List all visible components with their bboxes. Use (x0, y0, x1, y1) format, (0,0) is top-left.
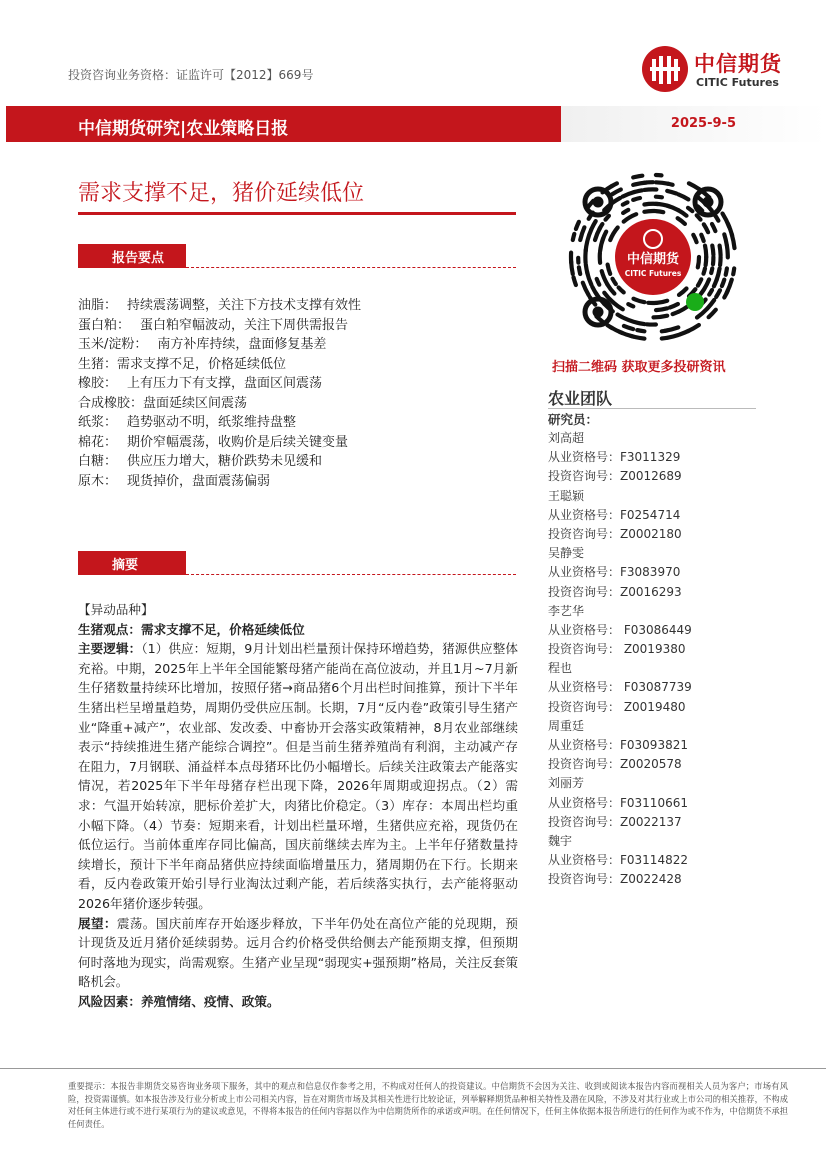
qr-mark (623, 210, 628, 213)
team-line: 投资咨询号： Z0019380 (548, 642, 686, 657)
qr-mark (693, 235, 696, 242)
team-line: 从业资格号： F03087739 (548, 680, 692, 695)
qr-mark (720, 246, 721, 256)
qr-mark (705, 246, 706, 258)
point-text: 趋势驱动不明，纸浆维持盘整 (127, 415, 297, 430)
qr-mark (656, 308, 667, 310)
qr-mark (707, 300, 714, 308)
point-label: 原木： (78, 473, 118, 489)
qr-mark (603, 232, 607, 240)
point-label: 玉米/淀粉： (78, 337, 148, 352)
report-headline: 需求支撑不足，猪价延续低位 (78, 181, 365, 206)
qr-mark (678, 194, 688, 199)
qr-mark (704, 279, 709, 289)
team-line: 从业资格号：F03093821 (548, 738, 688, 752)
qr-caption: 扫描二维码 获取更多投研资讯 (552, 360, 726, 375)
qr-mark (597, 279, 600, 285)
qr-mark (583, 283, 589, 296)
view-label: 生猪观点： (78, 621, 141, 637)
qr-mark (654, 316, 668, 318)
point-logs (78, 472, 518, 492)
point-label: 蛋白粕： (78, 317, 131, 333)
qr-mark (726, 268, 727, 274)
mini-program-icon (686, 293, 704, 311)
qr-mark (679, 289, 687, 295)
key-points-list (78, 296, 518, 491)
qr-mark (613, 279, 616, 284)
banner-title: 中信期货研究|农业策略日报 (78, 119, 289, 139)
point-pulp (78, 413, 518, 433)
report-date: 2025-9-5 (670, 116, 736, 131)
qr-finder-dot (703, 197, 714, 208)
qr-mark (623, 202, 628, 204)
qr-mark (667, 184, 672, 185)
team-line: 从业资格号：F03110661 (548, 795, 688, 810)
team-list (548, 429, 768, 890)
qr-mark (668, 335, 679, 338)
point-label: 合成橡胶： (78, 395, 144, 411)
qr-mark (579, 267, 580, 274)
point-synthetic-rubber (78, 394, 518, 414)
qr-mark (633, 176, 642, 178)
summary-category: 【异动品种】 (78, 602, 154, 617)
disclaimer-text: 重要提示：本报告非期货交易咨询业务项下服务，其中的观点和信息仅作参考之用，不构成对任何人的投资建议。中信期货不会因为关注、收到或阅读本报告内容而视相关人员为客户；市场有风险，投资需谨慎。如本报告涉及行业分析或上市公司相关内容，旨在对期货市场及其相关性进行比较论证，列举解释期货品种相关特性及潜在风险，不涉及对其行业或上市公司的相关推荐，不构成对任何主体进行或不进行某项行为的建议或意见，不得将本报告的任何内容据以作为中信期货所作的承诺或声明。在任何情况下，任何主体依据本报告所进行的任何作为或不作为，中信期货不承担任何责任。 (68, 1081, 788, 1129)
qr-mark (606, 216, 609, 220)
qr-mark (698, 257, 699, 267)
team-line: 投资咨询号：Z0016293 (548, 584, 682, 599)
team-line: 从业资格号：F3083970 (548, 565, 681, 580)
qr-mark (712, 246, 713, 255)
logic-text: （1）供应：短期，9月计划出栏量预计保持环增趋势，猪源供应整体充裕。中期，2025年上半年全国能繁母猪产能尚在高位波动，并且1月~7月新生仔猪数量持续环比增加，按照仔猪→商品猪6个月出栏时间推算，预计下半年生猪出栏呈增量趋势，周期仍受供应压制。长期，7月“反内卷”政策引导生猪产业“降重+减产”，农业部、发改委、中畜协开会落实政策精神，8月农业部继续表示“持续推进生猪产能综合调控”。但是当前生猪养殖尚有利润，主动减产存在阻力，7月钢联、涌益样本点母猪环比仍小幅增长。后续关注政策去产能落实情况，若2025年下半年母猪存栏出现下降，2026年周期或迎拐点。（2）需求：气温开始转凉，肥标价差扩大，肉猪比价稳定。（3）库存：本周出栏均重小幅下降。（4）节奏：短期来看，计划出栏量环增，生猪供应充裕，现货仍在低位运行。当前体重库存同比偏高，国庆前继续去库为主。上半年仔猪数量持续增长，预计下半年商品猪供应持续面临增量压力，猪周期仍在下行。长期来看，反内卷政策开始引导行业淘汰过剩产能，若后续落实执行，去产能将驱动2026年猪价逐步转强。 (78, 641, 518, 911)
team-line: 从业资格号： F03086449 (548, 622, 692, 637)
point-label: 纸浆： (78, 415, 118, 430)
qr-mark (644, 211, 654, 212)
qr-mark (667, 191, 676, 194)
qr-mark (573, 234, 575, 240)
point-sugar (78, 452, 518, 472)
summary-tab (78, 551, 186, 575)
qr-mark (602, 271, 608, 284)
qr-mark (633, 198, 640, 200)
qr-mark (709, 310, 716, 318)
qr-mark (644, 182, 653, 183)
team-line: 投资咨询号：Z0002180 (548, 526, 682, 541)
risk-label: 风险因素： (78, 993, 141, 1009)
key-points-header (78, 244, 516, 268)
qr-mark (586, 265, 588, 275)
qr-mark (716, 290, 720, 297)
summary-logic (78, 639, 518, 913)
team-line: 投资咨询号：Z0022428 (548, 872, 682, 887)
qr-mark (592, 287, 597, 295)
footer-rule (0, 1068, 826, 1069)
outlook-label: 展望： (78, 915, 117, 931)
point-label: 白糖： (78, 454, 118, 469)
qr-mark (618, 315, 623, 318)
qr-mark (644, 189, 656, 190)
qr-mark (633, 190, 642, 192)
team-line: 投资咨询号：Z0022137 (548, 814, 682, 829)
key-points-heading: 报告要点 (112, 251, 165, 266)
qr-finder-dot (593, 307, 604, 318)
qr-mark (697, 215, 701, 219)
summary-view (78, 620, 518, 640)
qr-mark (607, 325, 612, 328)
qr-mark (599, 224, 602, 229)
risk-text: 养殖情绪、疫情、政策。 (140, 993, 280, 1009)
qr-mark (714, 280, 717, 287)
team-line: 从业资格号：F03114822 (548, 853, 688, 868)
qr-mark (613, 198, 620, 203)
qr-mark (656, 211, 663, 212)
point-text: 南方补库持续，盘面修复基差 (157, 337, 327, 352)
qr-mark (698, 279, 701, 285)
summary-heading: 摘要 (112, 558, 139, 573)
qr-mark (722, 280, 724, 287)
team-line: 从业资格号：F3011329 (548, 450, 681, 465)
qr-mark (679, 306, 688, 311)
qr-mark (591, 221, 595, 229)
qr-mark (680, 331, 689, 335)
team-line: 李艺华 (548, 603, 585, 618)
logo-cn-text: 中信期货 (694, 52, 782, 76)
license-text: 投资咨询业务资格：证监许可【2012】669号 (68, 68, 314, 82)
team-line: 王聪颖 (548, 488, 585, 503)
qr-mark (720, 257, 721, 265)
report-banner (6, 106, 826, 142)
qr-mark (673, 312, 679, 314)
key-points-tab (78, 244, 186, 268)
team-line: 魏宇 (548, 833, 573, 848)
point-label: 棉花： (78, 434, 118, 450)
qr-mark (608, 265, 611, 274)
point-corn (78, 335, 518, 355)
qr-code[interactable] (564, 168, 742, 346)
qr-mark (637, 330, 644, 331)
outlook-text: 震荡。国庆前库存开始逐步释放，下半年仍处在高位产能的兑现期，预计现货及近月猪价延续弱势。远月合约价格受供给侧去产能预期支撑，但预期何时落地为现实，尚需观察。生猪产业呈现“弱现实+强预期”格局，关注反套策略机会。 (78, 915, 519, 990)
section-divider (186, 267, 516, 268)
qr-mark (678, 210, 687, 216)
qr-mark (580, 227, 584, 240)
summary-body (78, 600, 518, 1011)
qr-center-cn: 中信期货 (626, 252, 680, 267)
citic-logo-icon (640, 44, 690, 94)
point-label: 油脂： (78, 298, 118, 313)
qr-mark (701, 290, 704, 295)
team-line: 周重廷 (548, 718, 585, 733)
qr-mark (724, 290, 728, 297)
point-cotton (78, 433, 518, 453)
team-line: 从业资格号：F0254714 (548, 507, 681, 522)
qr-mark (656, 197, 662, 198)
qr-mark (624, 318, 633, 322)
team-subtitle: 研究员： (548, 412, 599, 427)
qr-mark (704, 224, 708, 232)
point-text: 上有压力下有支撑，盘面区间震荡 (127, 376, 323, 391)
qr-finder-dot (593, 197, 604, 208)
qr-mark (701, 235, 703, 241)
qr-mark (662, 338, 667, 339)
point-text: 需求支撑不足，价格延续低位 (117, 356, 287, 372)
team-line: 刘丽芳 (548, 776, 585, 791)
qr-mark (678, 218, 685, 224)
summary-outlook (78, 914, 518, 992)
headline-rule (78, 212, 516, 215)
point-text: 蛋白粕窄幅波动，关注下周供需报告 (140, 317, 349, 333)
team-line: 投资咨询号： Z0019480 (548, 699, 686, 714)
point-oils (78, 296, 518, 316)
qr-mark (712, 224, 715, 231)
qr-mark (733, 268, 734, 274)
qr-mark (628, 304, 633, 306)
view-text: 需求支撑不足，价格延续低位 (140, 621, 305, 637)
point-rubber (78, 374, 518, 394)
point-meal (78, 316, 518, 336)
qr-mark (727, 246, 728, 258)
logic-label: 主要逻辑： (78, 641, 142, 657)
team-line: 刘高超 (548, 431, 585, 445)
point-text: 持续震荡调整，关注下方技术支撑有效性 (127, 298, 362, 313)
qr-mark (612, 183, 617, 186)
section-divider (186, 574, 516, 575)
qr-mark (634, 299, 645, 303)
point-label: 生猪： (78, 356, 118, 372)
qr-code-graphic (564, 168, 742, 346)
qr-mark (635, 322, 645, 324)
point-hogs (78, 355, 518, 375)
team-rule (548, 408, 756, 409)
qr-mark (624, 326, 633, 329)
qr-mark (612, 190, 621, 195)
team-line: 投资咨询号：Z0020578 (548, 757, 682, 772)
point-text: 期价窄幅震荡，收购价是后续关键变量 (127, 434, 349, 450)
point-label: 橡胶： (78, 376, 118, 391)
qr-mark (709, 290, 712, 295)
point-text: 现货掉价，盘面震荡偏弱 (127, 473, 271, 489)
team-title: 农业团队 (548, 389, 613, 408)
point-text: 盘面延续区间震荡 (143, 395, 248, 411)
qr-mark (576, 222, 579, 229)
logo-en-text: CITIC Futures (696, 76, 779, 89)
team-line: 投资咨询号：Z0012689 (548, 469, 682, 484)
qr-mark (662, 330, 667, 331)
qr-mark (657, 301, 668, 303)
qr-mark (619, 288, 624, 293)
qr-mark (704, 268, 706, 273)
qr-mark (670, 304, 678, 308)
qr-mark (688, 208, 692, 211)
qr-mark (586, 241, 588, 251)
qr-mark (732, 234, 735, 248)
citic-logo (640, 44, 806, 96)
qr-mark (711, 268, 712, 273)
team-line: 吴静雯 (548, 546, 585, 561)
team-line: 程也 (548, 661, 573, 676)
summary-risk (78, 992, 518, 1012)
summary-header (78, 551, 516, 575)
qr-center-en: CITIC Futures (624, 269, 682, 278)
qr-mark (574, 277, 576, 285)
qr-mark (724, 234, 727, 245)
point-text: 供应压力增大，糖价跌势未见缓和 (127, 454, 323, 469)
